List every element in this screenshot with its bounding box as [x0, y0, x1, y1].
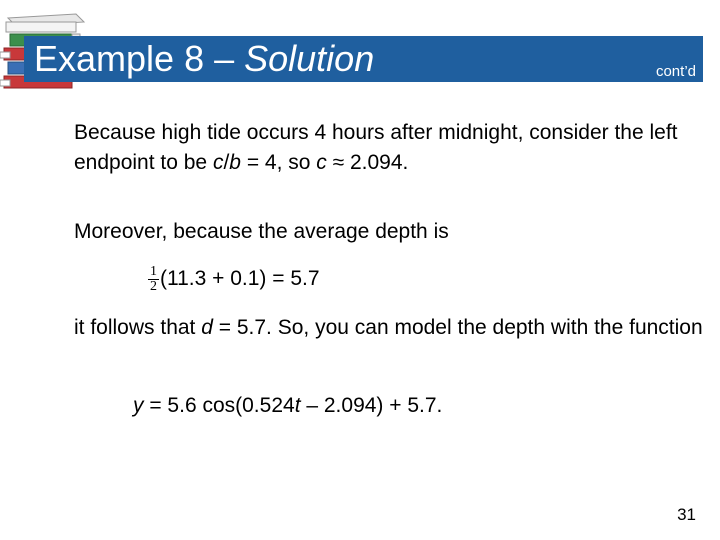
fraction-one-half — [148, 265, 159, 294]
fraction-numerator: 1 — [150, 263, 157, 279]
slide-title — [34, 36, 374, 82]
title-main: Example 8 – — [34, 38, 245, 79]
slash: / — [223, 151, 230, 174]
average-depth-equation — [148, 262, 320, 296]
var-d: d — [201, 316, 213, 339]
var-c-2: c — [316, 151, 327, 174]
paragraph-2: Moreover, because the average depth is — [74, 220, 449, 243]
page-number: 31 — [677, 505, 696, 524]
paragraph-1 — [74, 118, 704, 178]
var-c: c — [212, 151, 224, 174]
var-b: b — [229, 151, 241, 174]
paragraph-3 — [74, 313, 704, 343]
var-y: y — [133, 394, 144, 417]
title-italic: Solution — [244, 38, 375, 79]
p1-text-c: ≈ 2.094. — [326, 151, 409, 174]
fraction-denominator: 2 — [150, 278, 157, 294]
depth-model-equation — [133, 391, 442, 421]
p1-text-a: Because high tide occurs 4 hours after midnight, consider the left endpoint to be — [74, 121, 678, 174]
p1-text-b: = 4, so — [240, 151, 317, 174]
var-t: t — [294, 394, 301, 417]
eq2-end: – 2.094) + 5.7. — [300, 394, 443, 417]
equation-expression: (11.3 + 0.1) = 5.7 — [160, 267, 320, 290]
eq2-mid: = 5.6 cos(0.524 — [143, 394, 295, 417]
p3-text-a: it follows that — [74, 316, 202, 339]
p3-text-b: = 5.7. So, you can model the depth with the function — [212, 316, 703, 339]
continued-label: cont’d — [655, 63, 696, 80]
